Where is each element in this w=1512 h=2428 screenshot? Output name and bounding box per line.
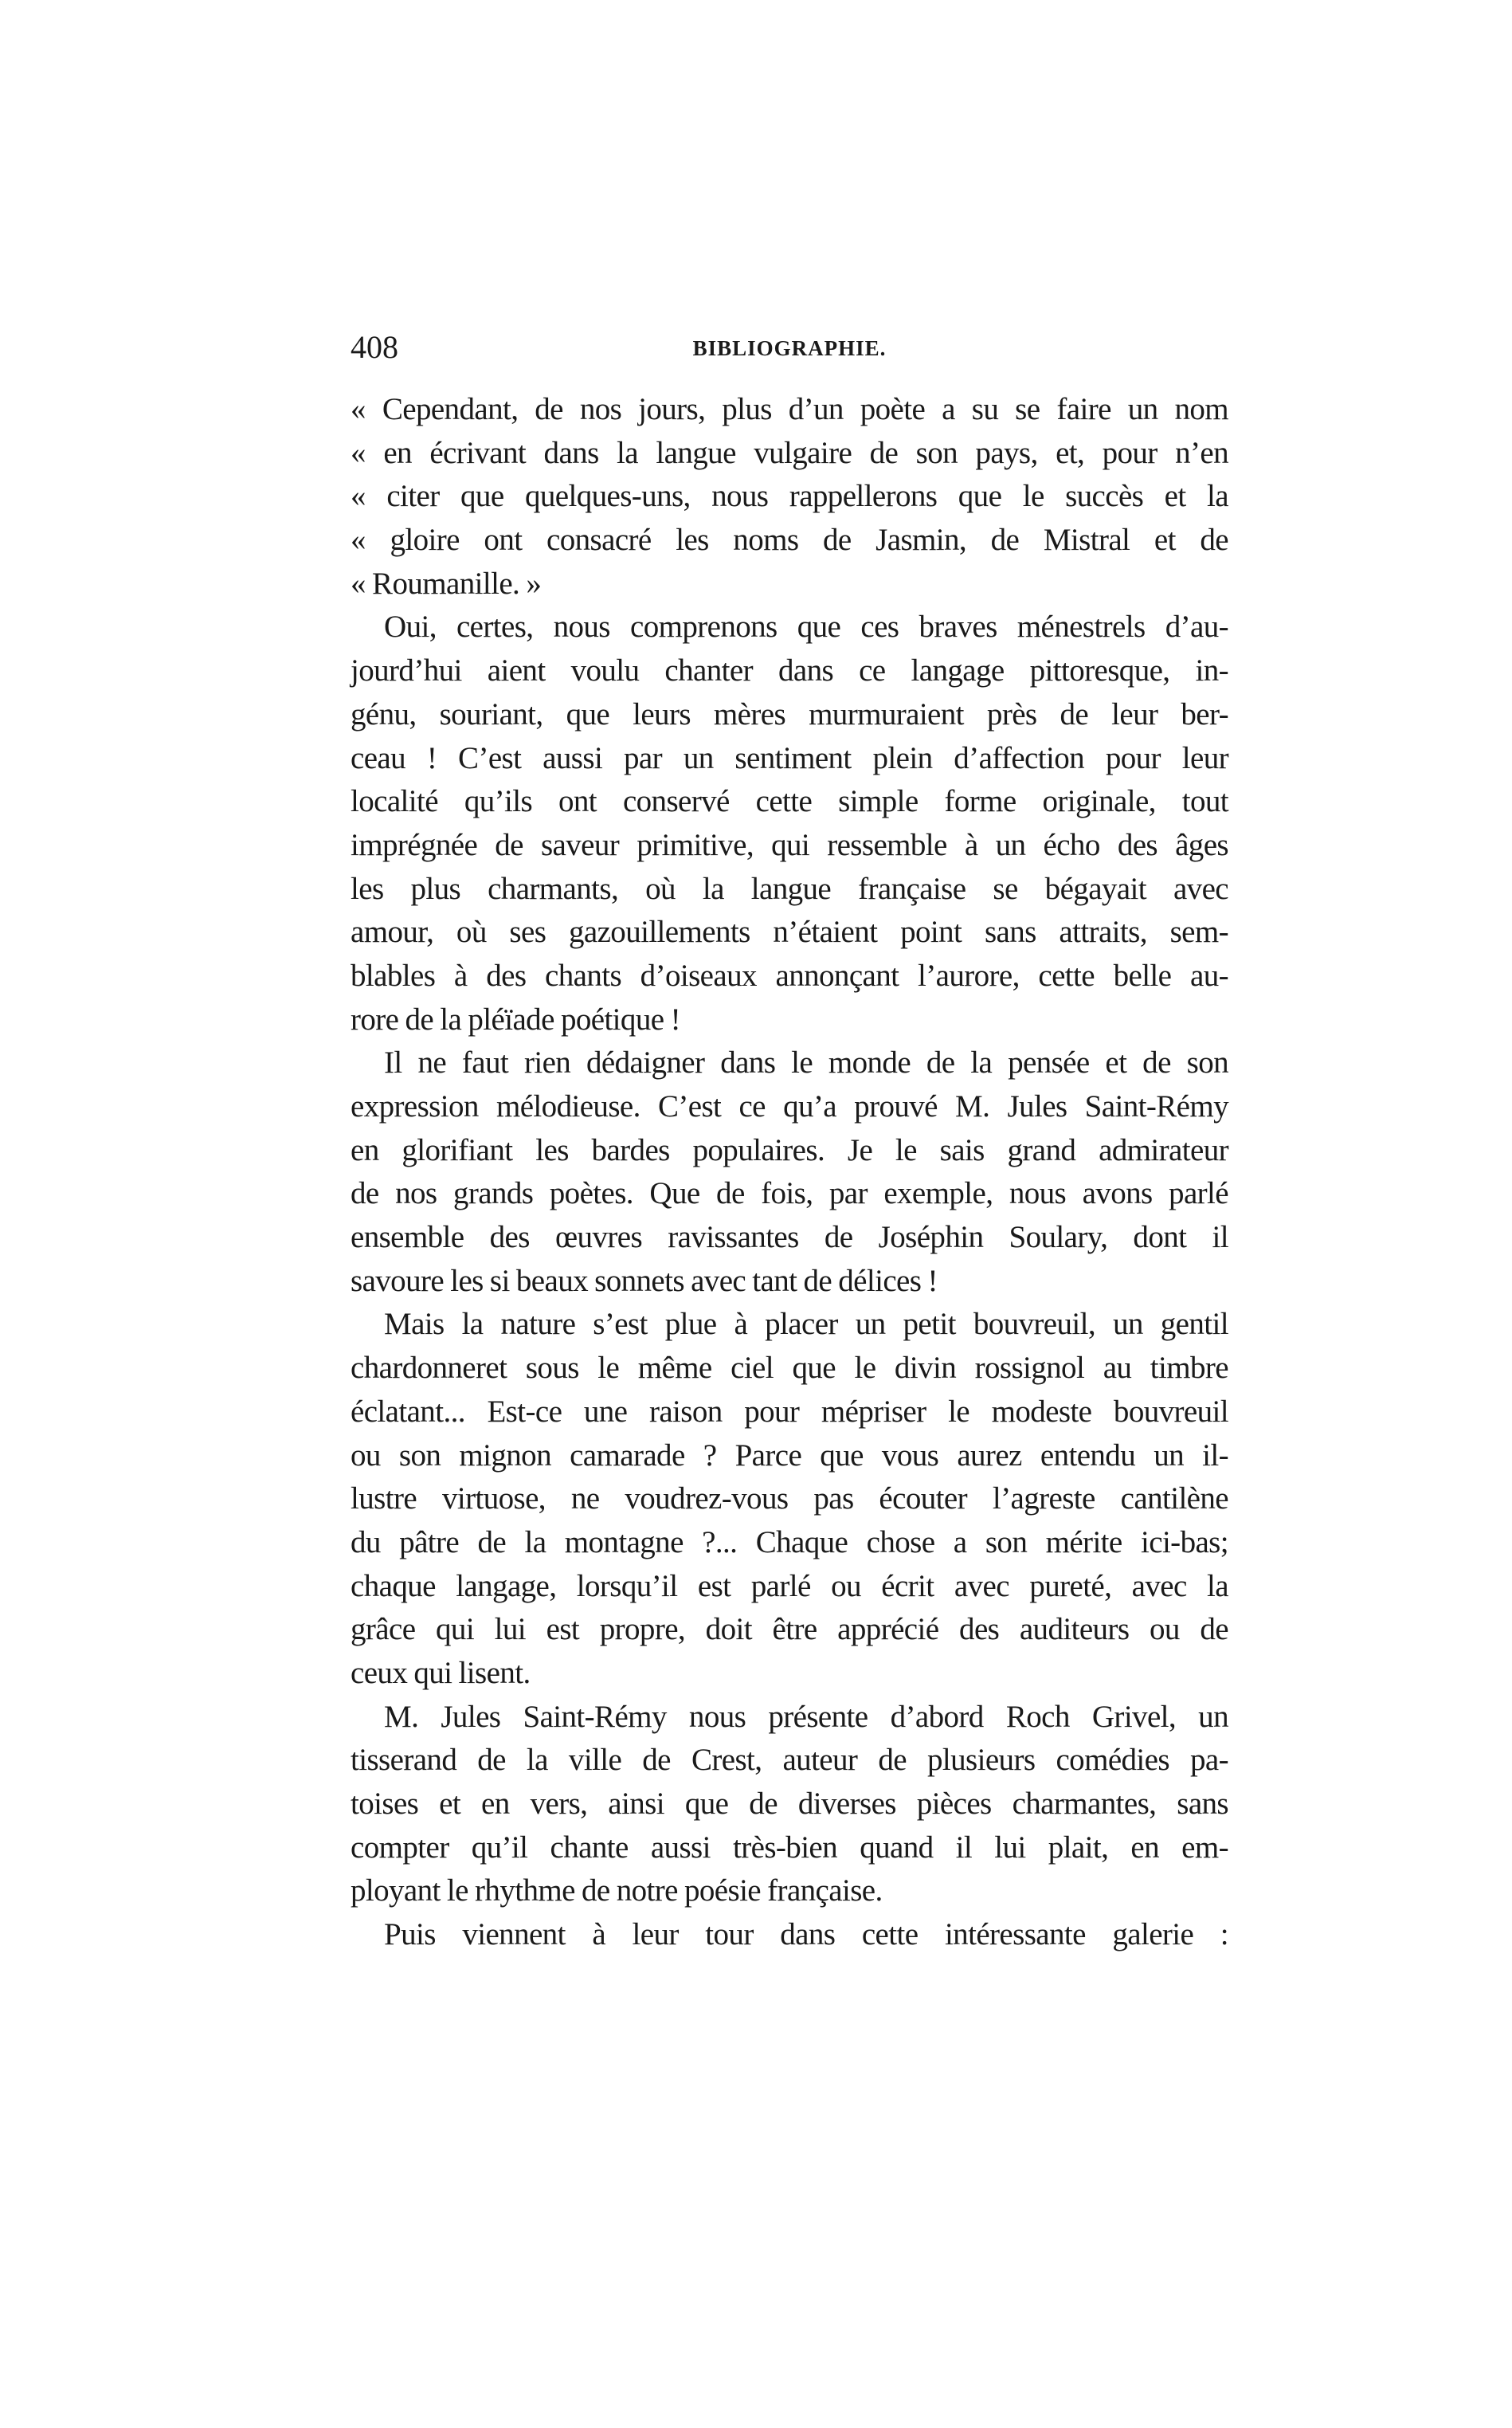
text-line: blables à des chants d’oiseaux annonçant l’aurore, cette belle au- bbox=[351, 958, 1228, 993]
text-line: jourd’hui aient voulu chanter dans ce langage pittoresque, in- bbox=[351, 653, 1228, 688]
text-line: ceux qui lisent. bbox=[351, 1655, 531, 1690]
text-line: « citer que quelques-uns, nous rappellerons que le succès et la bbox=[351, 479, 1228, 514]
text-line: ensemble des œuvres ravissantes de Joséphin Soulary, dont il bbox=[351, 1220, 1228, 1255]
text-line: imprégnée de saveur primitive, qui ressemble à un écho des âges bbox=[351, 827, 1228, 862]
text-line: chardonneret sous le même ciel que le divin rossignol au timbre bbox=[351, 1351, 1228, 1386]
text-line: ou son mignon camarade ? Parce que vous aurez entendu un il- bbox=[351, 1438, 1228, 1473]
text-line: de nos grands poètes. Que de fois, par exemple, nous avons parlé bbox=[351, 1176, 1228, 1211]
text-line: « Roumanille. » bbox=[351, 566, 542, 601]
text-line: génu, souriant, que leurs mères murmuraient près de leur ber- bbox=[351, 696, 1228, 732]
text-line: ceau ! C’est aussi par un sentiment plein d’affection pour leur bbox=[351, 740, 1228, 775]
text-line: compter qu’il chante aussi très-bien quand il lui plait, en em- bbox=[351, 1830, 1228, 1865]
text-line: toises et en vers, ainsi que de diverses pièces charmantes, sans bbox=[351, 1787, 1228, 1821]
text-line: lustre virtuose, ne voudrez-vous pas écouter l’agreste cantilène bbox=[351, 1481, 1228, 1516]
text-line: Oui, certes, nous comprenons que ces braves ménestrels d’au- bbox=[384, 610, 1228, 645]
text-line: tisserand de la ville de Crest, auteur de plusieurs comédies pa- bbox=[351, 1743, 1228, 1778]
text-line: « gloire ont consacré les noms de Jasmin, de Mistral et de bbox=[351, 523, 1228, 558]
text-line: Puis viennent à leur tour dans cette intéressante galerie : bbox=[384, 1917, 1228, 1952]
text-line: grâce qui lui est propre, doit être apprécié des auditeurs ou de bbox=[351, 1612, 1228, 1647]
text-line: chaque langage, lorsqu’il est parlé ou écrit avec pureté, avec la bbox=[351, 1568, 1228, 1603]
page-number: 408 bbox=[351, 329, 398, 365]
text-line: « Cependant, de nos jours, plus d’un poète a su se faire un nom bbox=[351, 392, 1228, 426]
text-line: en glorifiant les bardes populaires. Je le sais grand admirateur bbox=[351, 1132, 1228, 1167]
text-line: du pâtre de la montagne ?... Chaque chose a son mérite ici-bas; bbox=[351, 1524, 1228, 1559]
text-line: localité qu’ils ont conservé cette simple forme originale, tout bbox=[351, 784, 1228, 819]
text-line: savoure les si beaux sonnets avec tant de délices ! bbox=[351, 1263, 938, 1298]
text-line: Il ne faut rien dédaigner dans le monde de la pensée et de son bbox=[384, 1045, 1228, 1081]
text-line: rore de la pléïade poétique ! bbox=[351, 1002, 680, 1037]
running-title: BIBLIOGRAPHIE. bbox=[692, 336, 887, 360]
body-text bbox=[351, 388, 1228, 1957]
text-line: les plus charmants, où la langue française se bégayait avec bbox=[351, 871, 1228, 906]
page-header bbox=[351, 328, 1228, 368]
text-line: amour, où ses gazouillements n’étaient point sans attraits, sem- bbox=[351, 915, 1228, 950]
text-line: éclatant... Est-ce une raison pour mépriser le modeste bouvreuil bbox=[351, 1394, 1228, 1429]
text-line: M. Jules Saint-Rémy nous présente d’abord Roch Grivel, un bbox=[384, 1699, 1228, 1734]
text-line: Mais la nature s’est plue à placer un petit bouvreuil, un gentil bbox=[384, 1307, 1228, 1342]
text-line: « en écrivant dans la langue vulgaire de son pays, et, pour n’en bbox=[351, 435, 1228, 470]
text-line: expression mélodieuse. C’est ce qu’a prouvé M. Jules Saint-Rémy bbox=[351, 1089, 1228, 1124]
text-line: ployant le rhythme de notre poésie française. bbox=[351, 1873, 883, 1908]
